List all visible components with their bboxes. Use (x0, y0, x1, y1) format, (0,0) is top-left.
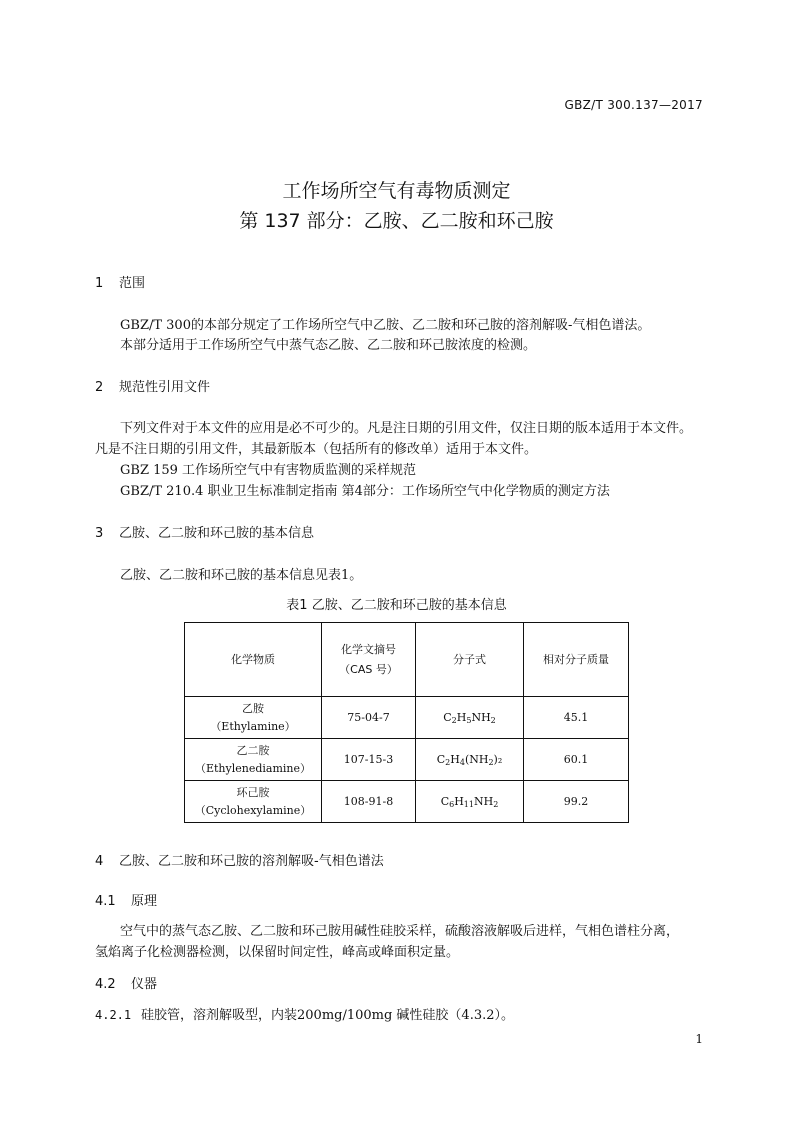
cas-cell: 107-15-3 (322, 739, 416, 781)
standard-number: GBZ/T 300.137—2017 (564, 98, 703, 112)
section-title: 规范性引用文件 (119, 380, 211, 395)
document-title-line2: 第 137 部分：乙胺、乙二胺和环己胺 (239, 210, 554, 232)
header-molecular-mass: 相对分子质量 (524, 623, 629, 697)
section-3-heading (95, 522, 314, 541)
header-cas-line2: （CAS 号） (339, 662, 398, 676)
formula-cell: $C_2H_4(NH_2)_2$ (416, 739, 524, 781)
cas-cell: 108-91-8 (322, 781, 416, 823)
mass-cell: 45.1 (524, 697, 629, 739)
substance-name-en: （Ethylamine） (210, 719, 296, 733)
substance-name-en: （Cyclohexylamine） (194, 803, 312, 817)
document-title-line1: 工作场所空气有毒物质测定 (282, 180, 511, 202)
section-title: 仪器 (131, 977, 158, 992)
section-number: 1 (95, 276, 104, 291)
cas-cell: 75-04-7 (322, 697, 416, 739)
substance-cell (185, 697, 322, 739)
section-3-paragraph: 乙胺、乙二胺和环己胺的基本信息见表1。 (120, 568, 363, 583)
section-title: 乙胺、乙二胺和环己胺的溶剂解吸-气相色谱法 (119, 854, 384, 869)
basic-info-table (184, 622, 629, 823)
section-title: 范围 (119, 276, 146, 291)
section-number: 4.2 (95, 977, 116, 992)
section-1-paragraph-1: GBZ/T 300的本部分规定了工作场所空气中乙胺、乙二胺和环己胺的溶剂解吸-气相色谱法。 (120, 318, 651, 333)
reference-gbz-159: GBZ 159 工作场所空气中有害物质监测的采样规范 (120, 463, 417, 478)
item-number: 4.2.1 (95, 1008, 132, 1022)
section-2-paragraph-line-2: 凡是不注日期的引用文件，其最新版本（包括所有的修改单）适用于本文件。 (95, 442, 538, 457)
section-4-2-1-item (95, 1004, 514, 1023)
header-cas-line1: 化学文摘号 (341, 642, 396, 656)
table-row (185, 697, 629, 739)
substance-name-en: （Ethylenediamine） (194, 761, 312, 775)
item-text: 硅胶管，溶剂解吸型，内装200mg/100mg 碱性硅胶（4.3.2）。 (141, 1008, 515, 1023)
section-4-1-paragraph-line-1: 空气中的蒸气态乙胺、乙二胺和环己胺用碱性硅胶采样，硫酸溶液解吸后进样，气相色谱柱分离， (120, 924, 680, 939)
section-4-1-paragraph-line-2: 氢焰离子化检测器检测，以保留时间定性，峰高或峰面积定量。 (95, 945, 460, 960)
header-substance: 化学物质 (185, 623, 322, 697)
section-4-2-heading (95, 973, 157, 992)
reference-gbzt-210-4: GBZ/T 210.4 职业卫生标准制定指南 第4部分：工作场所空气中化学物质的测定方法 (120, 484, 610, 499)
section-2-paragraph-line-1: 下列文件对于本文件的应用是必不可少的。凡是注日期的引用文件，仅注日期的版本适用于本文件。 (120, 421, 693, 436)
formula-cell: $C_2H_5NH_2$ (416, 697, 524, 739)
section-2-heading (95, 376, 210, 395)
table-row (185, 739, 629, 781)
section-number: 3 (95, 526, 104, 541)
header-formula: 分子式 (416, 623, 524, 697)
table-header-row (185, 623, 629, 697)
table-1-caption: 表1 乙胺、乙二胺和环己胺的基本信息 (286, 598, 507, 613)
substance-name-cn: 环己胺 (236, 785, 270, 799)
section-1-heading (95, 272, 145, 291)
substance-cell (185, 739, 322, 781)
formula-cell: $C_6H_{11}NH_2$ (416, 781, 524, 823)
substance-cell (185, 781, 322, 823)
section-1-paragraph-2: 本部分适用于工作场所空气中蒸气态乙胺、乙二胺和环己胺浓度的检测。 (120, 338, 537, 353)
section-number: 4.1 (95, 894, 116, 909)
section-4-heading (95, 850, 384, 869)
section-number: 2 (95, 380, 104, 395)
section-title: 乙胺、乙二胺和环己胺的基本信息 (119, 526, 315, 541)
mass-cell: 60.1 (524, 739, 629, 781)
substance-name-cn: 乙胺 (242, 701, 264, 715)
section-number: 4 (95, 854, 104, 869)
section-title: 原理 (131, 894, 158, 909)
table-row (185, 781, 629, 823)
header-cas-number (322, 623, 416, 697)
page-number: 1 (695, 1032, 703, 1046)
section-4-1-heading (95, 890, 157, 909)
mass-cell: 99.2 (524, 781, 629, 823)
substance-name-cn: 乙二胺 (236, 743, 270, 757)
